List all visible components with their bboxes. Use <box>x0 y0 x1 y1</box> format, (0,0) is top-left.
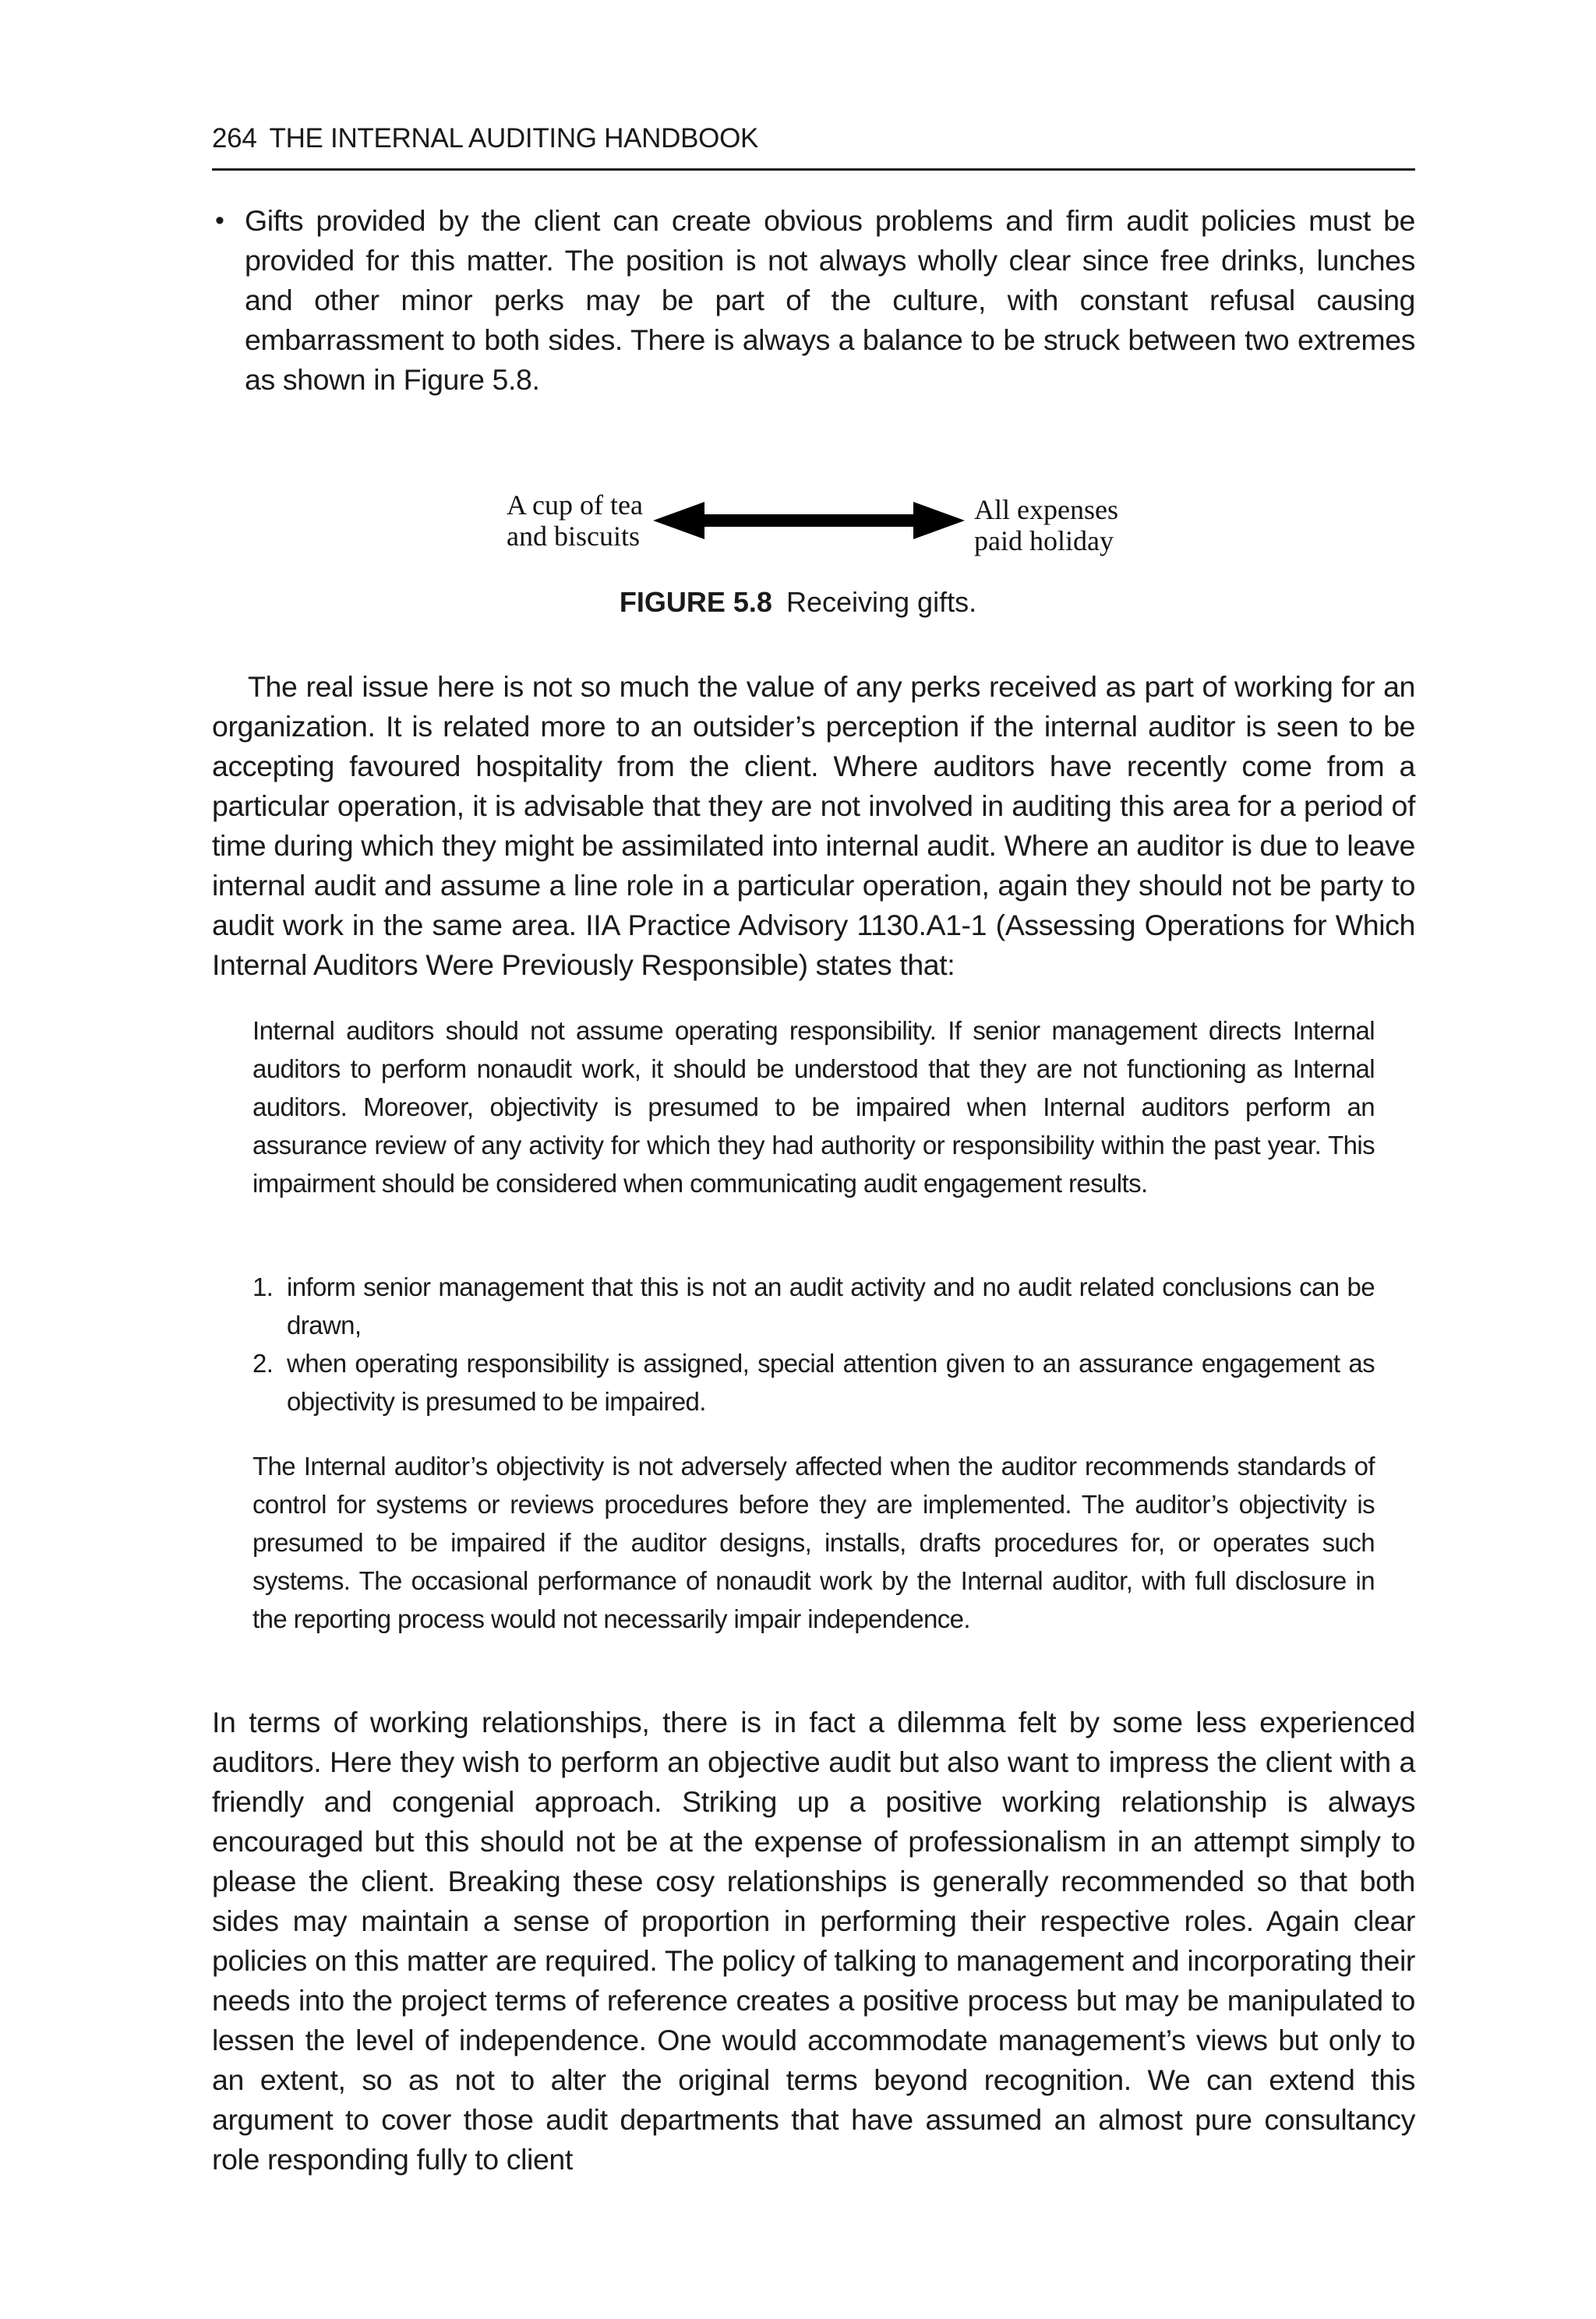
page-number: 264 <box>212 123 257 154</box>
numbered-list <box>252 1268 1375 1421</box>
figure-caption-label: FIGURE 5.8 <box>619 586 772 618</box>
bullet-icon: • <box>215 206 224 235</box>
figure-left-label <box>507 489 643 552</box>
figure-right-label <box>974 494 1118 556</box>
figure-right-label-line2: paid holiday <box>974 525 1114 556</box>
paragraph-working-relationships: In terms of working relationships, there is in fact a dilemma felt by some less experienced auditors. Here they wish to perform an objective audit but also want to impress the client with a friendly and congenial approach. Striking up a positive working relationship is always encouraged but this should not be at the expense of professionalism in an attempt simply to please the client. Breaking these cosy relationships is generally recommended so that both sides may maintain a sense of proportion in performing their respective roles. Again clear policies on this matter are required. The policy of talking to management and incorporating their needs into the project terms of reference creates a positive process but may be manipulated to lessen the level of independence. One would accommodate management’s views but only to an extent, so as not to alter the original terms beyond recognition. We can extend this argument to cover those audit departments that have assumed an almost pure consultancy role responding fully to client <box>212 1706 1415 2176</box>
figure-right-label-line1: All expenses <box>974 494 1118 525</box>
list-item-text: inform senior management that this is not an audit activity and no audit related conclusions can be drawn, <box>287 1272 1375 1340</box>
figure-caption <box>0 583 1596 622</box>
list-item-number: 1. <box>252 1272 274 1301</box>
book-title: THE INTERNAL AUDITING HANDBOOK <box>269 123 759 154</box>
figure-left-label-line2: and biscuits <box>507 521 640 552</box>
block-quote-advisory: Internal auditors should not assume operating responsibility. If senior management directs Internal auditors to perform nonaudit work, it should be understood that they are not functioning as Internal auditors. Moreover, objectivity is presumed to be impaired when Internal auditors perform an assurance review of any activity for which they had authority or responsibility within the past year. This impairment should be considered when communicating audit engagement results. <box>252 1016 1375 1198</box>
list-item-text: when operating responsibility is assigned, special attention given to an assurance engagement as objectivity is presumed to be impaired. <box>287 1349 1375 1416</box>
paragraph-perks: The real issue here is not so much the value of any perks received as part of working for an organization. It is related more to an outsider’s perception if the internal auditor is seen to be accepting favoured hospitality from the client. Where auditors have recently come from a particular operation, it is advisable that they are not involved in auditing this area for a period of time during which they might be assimilated into internal audit. Where an auditor is due to leave internal audit and assume a line role in a particular operation, again they should not be party to audit work in the same area. IIA Practice Advisory 1130.A1-1 (Assessing Operations for Which Internal Auditors Were Previously Responsible) states that: <box>212 670 1415 981</box>
list-item-number: 2. <box>252 1349 274 1378</box>
block-quote-objectivity: The Internal auditor’s objectivity is not adversely affected when the auditor recommends standards of control for systems or reviews procedures before they are implemented. The auditor’s objectivity is presumed to be impaired if the auditor designs, installs, drafts procedures for, or operates such systems. The occasional performance of nonaudit work by the Internal auditor, with full disclosure in the reporting process would not necessarily impair independence. <box>252 1452 1375 1633</box>
bullet-item <box>212 201 1415 400</box>
figure-caption-text: Receiving gifts. <box>786 586 977 618</box>
list-item <box>252 1344 1375 1421</box>
double-arrow-icon <box>653 499 965 542</box>
running-header <box>212 117 1415 171</box>
list-item <box>252 1268 1375 1344</box>
figure-left-label-line1: A cup of tea <box>507 489 643 521</box>
bullet-text: Gifts provided by the client can create obvious problems and firm audit policies must be provided for this matter. The position is not always wholly clear since free drinks, lunches and other minor perks may be part of the culture, with constant refusal causing embarrassment to both sides. There is always a balance to be struck between two extremes as shown in Figure 5.8. <box>245 204 1415 396</box>
